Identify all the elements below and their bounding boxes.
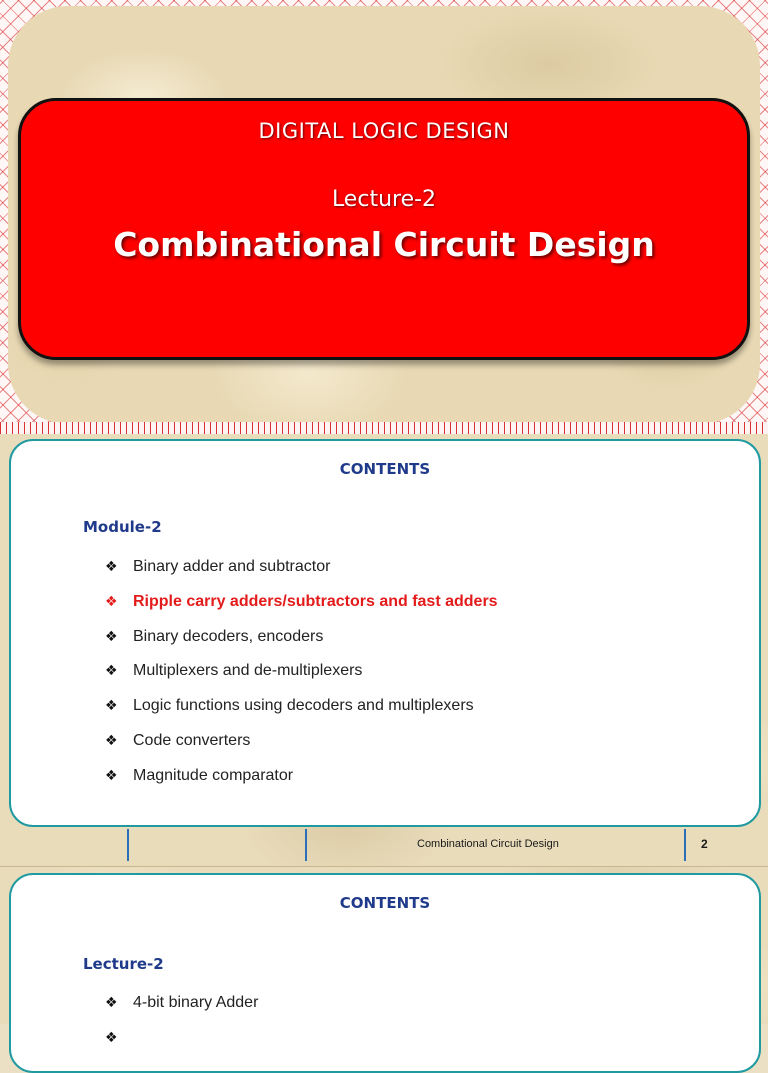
diamond-bullet-icon: ❖: [105, 663, 118, 680]
topic-item: [105, 732, 498, 767]
diamond-bullet-icon: ❖: [105, 1029, 118, 1046]
diamond-bullet-icon: ❖: [105, 767, 118, 784]
topic-item: [105, 767, 498, 802]
page-number: 2: [701, 837, 708, 851]
footer-divider: [684, 829, 686, 861]
title-banner: [18, 98, 750, 360]
diamond-bullet-icon: ❖: [105, 593, 118, 610]
diamond-bullet-icon: ❖: [105, 559, 118, 575]
striped-border: [0, 422, 768, 434]
slide-footer: [0, 826, 768, 866]
content-card: [9, 439, 761, 827]
topic-text: Binary adder and subtractor: [133, 558, 331, 575]
topic-item: [105, 662, 498, 697]
topic-text: Code converters: [133, 731, 251, 749]
footer-divider: [305, 829, 307, 861]
diamond-bullet-icon: ❖: [105, 628, 118, 645]
topic-list: [105, 994, 258, 1064]
topic-text: Ripple carry adders/subtractors and fast adders: [133, 592, 498, 610]
topic-item: [105, 558, 498, 593]
diamond-bullet-icon: ❖: [105, 995, 118, 1011]
topic-item: [105, 628, 498, 663]
title-slide: [0, 0, 768, 434]
topic-item: [105, 1029, 258, 1064]
diamond-bullet-icon: ❖: [105, 698, 118, 715]
module-heading: Module-2: [83, 518, 162, 536]
lecture-label: Lecture-2: [331, 187, 437, 212]
diamond-bullet-icon: ❖: [105, 732, 118, 749]
topic-item: [105, 994, 258, 1029]
topic-text: Magnitude comparator: [133, 766, 294, 784]
topic-text: Multiplexers and de-multiplexers: [133, 662, 363, 680]
topic-text: 4-bit binary Adder: [133, 994, 259, 1011]
footer-divider: [127, 829, 129, 861]
topic-list: [105, 558, 498, 802]
contents-slide-lecture: [0, 866, 768, 1046]
topic-item: [105, 697, 498, 732]
lecture-heading: Lecture-2: [83, 955, 164, 973]
topic-text: Binary decoders, encoders: [133, 627, 324, 645]
topic-item-highlighted: [105, 593, 498, 628]
content-card: [9, 873, 761, 1073]
contents-heading: CONTENTS: [339, 460, 431, 478]
contents-heading: CONTENTS: [339, 894, 431, 912]
course-title: DIGITAL LOGIC DESIGN: [258, 119, 510, 143]
contents-slide: [0, 434, 768, 866]
slide-main-title: Combinational Circuit Design: [113, 225, 655, 264]
topic-text: Logic functions using decoders and multiplexers: [133, 697, 474, 715]
footer-title: Combinational Circuit Design: [417, 838, 559, 850]
